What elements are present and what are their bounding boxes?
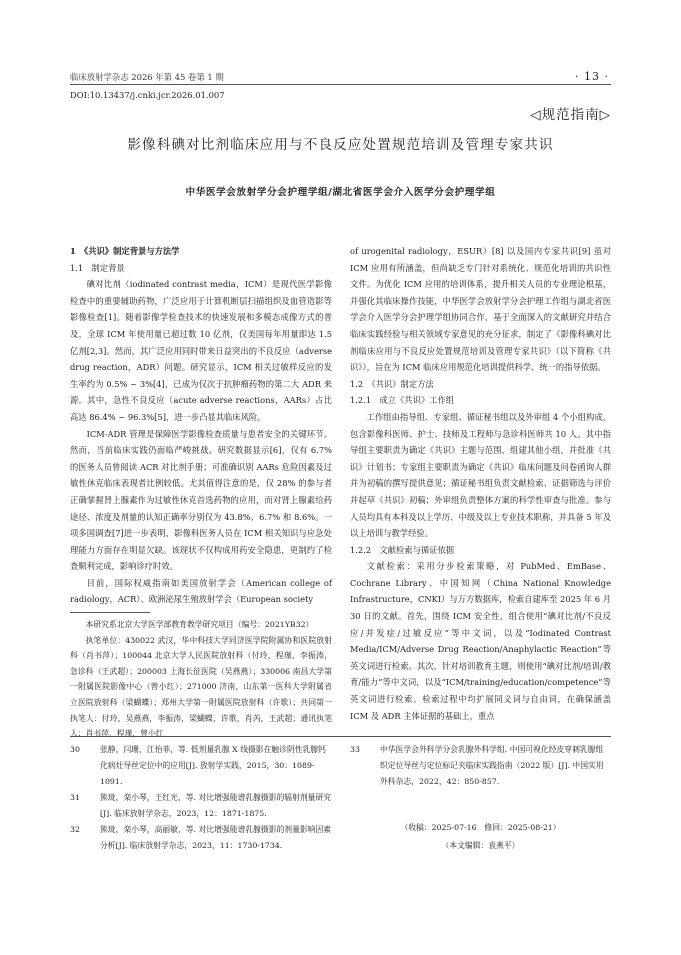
reference-text: 熊珑，栾小琴，王红光，等. 对比增强能谱乳腺摄影的辐射剂量研究[J]. 临床放射学杂志，2023，12：1871-1875. [100,793,332,818]
reference-number: 31 [70,793,80,802]
fund-note: 本研究系北京大学医学部教育教学研究项目（编号：2021YB32） [85,620,314,629]
subsection-heading: 1.2 《共识》制定方法 [350,378,434,389]
left-column [70,243,332,608]
subsubsection-heading: 1.2.2 文献检索与循证依据 [350,544,455,555]
paragraph: 碘对比剂（iodinated contrast media，ICM）是现代医学影像检查中的重要辅助药物，广泛应用于计算机断层扫描组织及血管造影等影像检查[1]。随着影像学检查技术的快速发展和多模态成像方式的普及，全球 ICM 年使用量已超过数 10 亿剂，仅美国每年用量即达 1.5 亿剂[2,3]。然而，其广泛应用同时带来日益突出的不良反应（adverse drug reaction，ADR）问题。研究显示，ICM 相关过敏样反应的发生率约为 0.5% ~ 3%[4]，已成为仅次于抗肿瘤药物的第二大 ADR 来源。其中，急性不良反应（acute adverse reactions，AARs）占比高达 86.4% ~ 96.3%[5]，进一步凸显其临床风险。 [70,279,332,422]
right-column [350,243,611,724]
article-authors: 中华医学会放射学分会护理学组/湖北省医学会介入医学分会护理学组 [185,187,496,198]
references-left [70,742,332,854]
references-rule [70,736,611,737]
section-tag: ◁规范指南▷ [530,107,611,123]
reference-number: 30 [70,745,80,754]
paragraph: 工作组由指导组、专家组、循证秘书组以及外审组 4 个小组构成，包含影像科医师、护士、技师及工程师与急诊科医师共 10 人。其中指导组主要职责为确定《共识》主题与范围，组建其他小组，并批准《共识》计划书；专家组主要职责为确定《共识》临床问题及问卷函询人群并为初稿的撰写提供意见；循证秘书组负责文献检索、证据筛选与评价并起草《共识》初稿；外审组负责整体方案的科学性审查与批准。参与人员均具有本科及以上学历、中级及以上专业技术职称，并具备 5 年及以上培训与教学经验。 [350,411,611,539]
reference-item [350,742,611,790]
editor-note: （本文编辑：袁燕平） [441,841,520,850]
subsection-heading: 1.1 制定背景 [70,262,125,273]
article-title: 影像科碘对比剂临床应用与不良反应处置规范培训及管理专家共识 [127,137,554,153]
references-right [350,742,611,790]
section-heading: 1 《共识》制定背景与方法学 [70,246,180,256]
author-units-note: 执笔单位：430022 武汉，华中科技大学同济医学院附属协和医院放射科（肖书萍）；100044 北京大学人民医院放射科（付玲，程瑾，李振涛，急诊科（王武超）；200003 上海长征医院（吴燕燕）；330006 南昌大学第一附属医院影像中心（曾小红）；271000 济南，山东第一医科大学附属省立医院放射科（梁蝴蝶）；郑州大学第一附属医院放射科（许歌）；共同第一执笔人：付玲，吴燕燕，李振涛，梁蝴蝶，许歌，肖芮，王武超；通讯执笔人：肖书萍，程瑾，曾小红 [70,635,332,739]
received-revised-dates: （收稿：2025-07-16 修回：2025-08-21） [400,823,561,832]
reference-item [70,790,332,822]
doi[interactable]: DOI:10.13437/j.cnki.jcr.2026.01.007 [70,90,225,100]
paragraph: of urogenital radiology，ESUR）[8] 以及国内专家共识[9] 虽对 ICM 应用有所涵盖，但尚缺乏专门针对系统化、规范化培训的共识性文件。为优化 ICM 应用的培训体系，提升相关人员的专业理论根基，并强化其临床操作技能，中华医学会放射学分会护理工作组与湖北省医学会介入医学分会护理学组协同合作，基于全面深入的文献研究并结合临床实践经验与相关领域专家意见的充分征求，制定了《影像科碘对比剂临床应用与不良反应处置规范培训及管理专家共识》（以下简称《共识》），旨在为 ICM 临床应用规范化培训提供科学、统一的指导依据。 [350,246,611,373]
paragraph: ICM-ADR 管理是保障医学影像检查质量与患者安全的关键环节。然而，当前临床实践仍面临严峻挑战。研究数据显示[6]，仅有 6.7% 的医务人员曾阅读 ACR 对比剂手册；可准确识别 AARs 危险因素及过敏性休克临床表现者比例较低。尤其值得注意的是，仅 28% 的参与者正确掌握肾上腺素作为过敏性休克首选药物的应用，而对肾上腺素给药途径、浓度及剂量的认知正确率分别仅为 43.8%、6.7% 和 8.6%。一项多国调查[7]进一步表明，影像科医务人员在 ICM 相关知识与应急处理能力方面存在明显欠缺。该现状不仅构成用药安全隐患，更制约了检查顺利完成，影响诊疗时效。 [70,428,332,572]
paragraph: 目前，国际权威指南如美国放射学会（American college of radiology，ACR）、欧洲泌尿生殖放射学会（European society [70,577,332,605]
reference-item [70,822,332,854]
reference-text: 熊珑，栾小琴，高丽敏，等. 对比增强能谱乳腺摄影的剂量影响因素分析[J]. 临床放射学杂志，2023，11：1730-1734. [100,825,332,850]
page-number: · 13 · [575,70,609,83]
paragraph: 文献检索：采用分步检索策略，对 PubMed、EmBase、Cochrane Library、中国知网（China National Knowledge Infrastructure，CNKI）与万方数据库，检索自建库至 2025 年 6 月 30 日的文献。首先，围绕 ICM 安全性，组合使用“碘对比剂/不良反应/并发症/过敏反应”等中文词，以及“Iodinated Contrast Media/ICM/Adverse Drug Reaction/Anaphylactic Reaction”等英文词进行检索。其次，针对培训教育主题，则使用“碘对比剂/培训/教育/能力”等中文词，以及“ICM/training/education/competence”等英文词进行检索。检索过程中均扩展同义词与自由词，在确保涵盖 ICM 及 ADR 主体证据的基础上，重点 [350,561,611,721]
reference-number: 32 [70,825,80,834]
footnote-rule [70,612,150,613]
reference-number: 33 [350,745,360,754]
footnote [70,617,332,742]
reference-text: 张静，闫珊，江怡菲，等. 低剂量乳腺 X 线摄影在触诊阴性乳腺钙化病灶导丝定位中的应用[J]. 放射学实践，2015，30：1089-1091. [100,745,326,786]
header-rule [70,84,611,85]
subsubsection-heading: 1.2.1 成立《共识》工作组 [350,395,455,406]
journal-issue: 临床放射学杂志 2026 年第 45 卷第 1 期 [70,72,224,82]
reference-item [70,742,332,790]
reference-text: 中华医学会外科学分会乳腺外科学组. 中国可视化经皮穿刺乳腺组织定位导丝与定位标记夹临床实践指南（2022 版）[J]. 中国实用外科杂志，2022，42：850-857. [380,745,604,786]
